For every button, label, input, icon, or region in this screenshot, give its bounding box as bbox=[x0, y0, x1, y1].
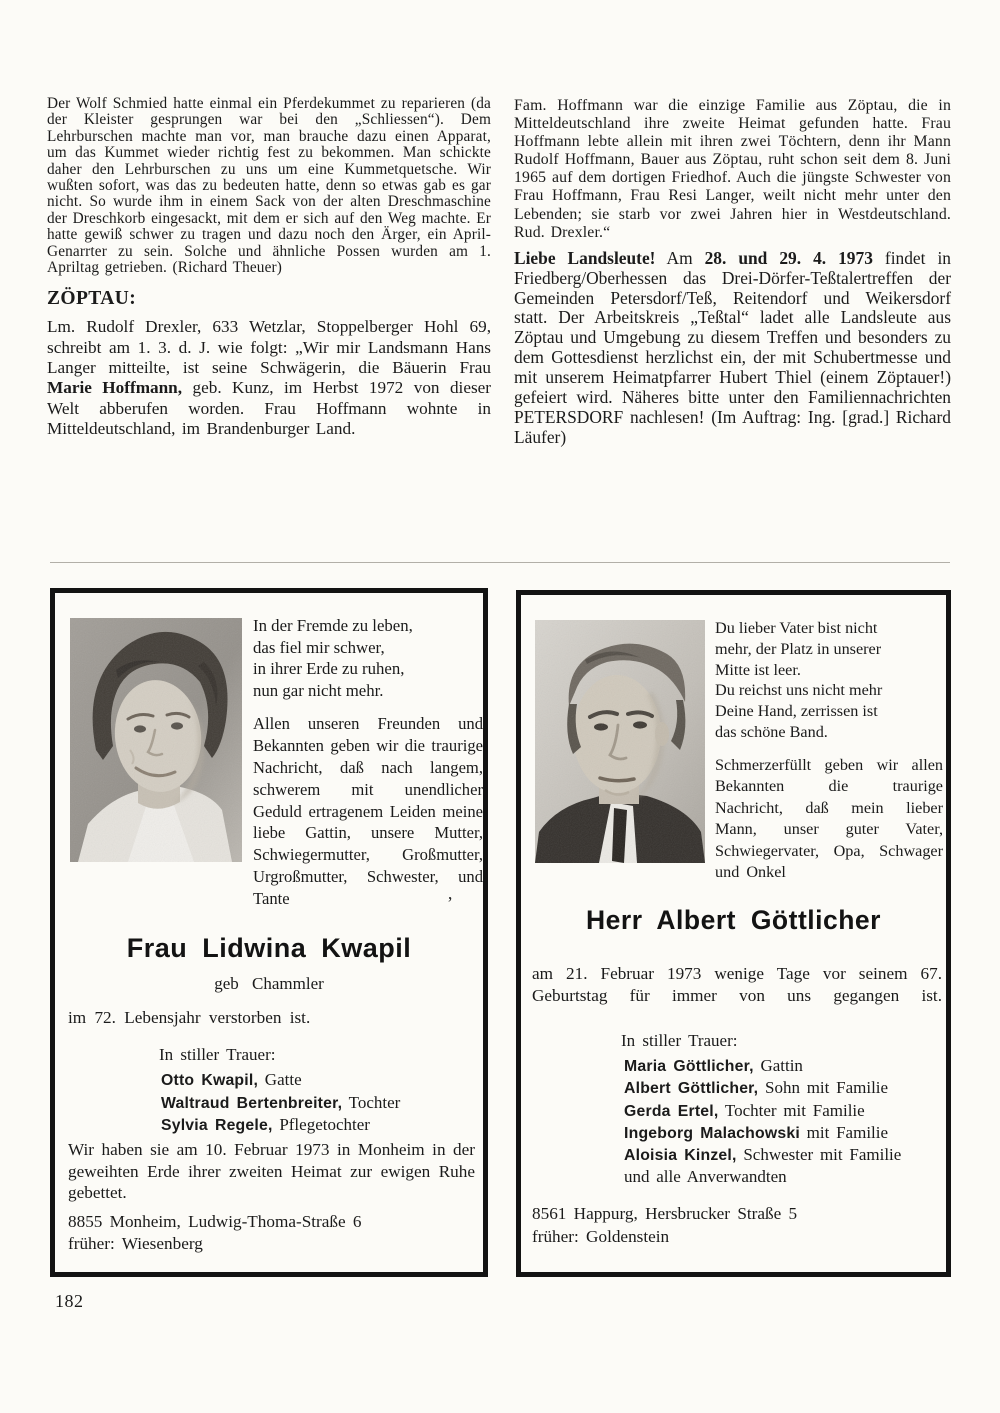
mourner-name: Aloisia Kinzel, bbox=[624, 1147, 737, 1165]
mourner-name: Maria Göttlicher, bbox=[624, 1058, 754, 1075]
mourner-role: Gattin bbox=[760, 1056, 803, 1075]
person-name-emphasis: Marie Hoffmann, bbox=[47, 378, 183, 398]
section-heading-zoptau: ZÖPTAU: bbox=[47, 288, 137, 310]
mourner-row bbox=[161, 1069, 400, 1092]
mourner-row bbox=[624, 1122, 901, 1144]
article-paragraph-drexler bbox=[47, 317, 491, 439]
poem-line: Deine Hand, zerrissen ist bbox=[715, 702, 878, 721]
page-number: 182 bbox=[55, 1291, 84, 1311]
poem-line: Du reichst uns nicht mehr bbox=[715, 681, 883, 700]
death-announcement-text: Schmerzerfüllt geben wir allen Bekannten die traurige Nachricht, daß mein lieber Mann, unser guter Vater, Schwiegervater, Opa, Schwager und Onkel bbox=[715, 755, 943, 882]
article-column-left bbox=[47, 96, 491, 439]
mourner-name: Waltraud Bertenbreiter, bbox=[161, 1094, 343, 1112]
mourner-row bbox=[624, 1055, 901, 1077]
mourner-row bbox=[161, 1092, 400, 1115]
mourner-role: Schwester mit Familie bbox=[743, 1145, 902, 1165]
death-announcement-text: Allen unseren Freunden und Bekannten geben wir die traurige Nachricht, daß nach langem, schwerem mit unendlicher Geduld ertragenem Leiden meine liebe Gattin, unsere Mutter, Schwiegermutter, Großmutter, Urgroßmutter, Schwester, und Tante bbox=[253, 714, 483, 908]
poem-line: das schöne Band. bbox=[715, 722, 828, 741]
poem-line: Mitte ist leer. bbox=[715, 660, 801, 679]
address-line: 8561 Happurg, Hersbrucker Straße 5 bbox=[532, 1204, 798, 1223]
print-artifact-mark: ’ bbox=[447, 893, 453, 913]
deceased-name: Frau Lidwina Kwapil bbox=[126, 933, 412, 963]
poem-line: mehr, der Platz in unserer bbox=[715, 639, 882, 658]
mourner-row bbox=[624, 1077, 901, 1099]
mourner-role: Tochter mit Familie bbox=[724, 1100, 865, 1120]
former-residence-line: früher: Goldenstein bbox=[532, 1227, 670, 1246]
mourner-row bbox=[624, 1166, 901, 1188]
obituary-box-goettlicher bbox=[516, 590, 951, 1277]
poem-line: Du lieber Vater bist nicht bbox=[715, 619, 878, 637]
poem-line: das fiel mir schwer, bbox=[253, 637, 385, 657]
nee-line: geb Chammler bbox=[214, 974, 324, 993]
text-run: geb. Kunz, im Herbst 1972 von dieser Welt abberufen worden. Frau Hoffmann wohnte in Mitteldeutschland, im Brandenburger Land. bbox=[47, 378, 491, 438]
notice-text-column bbox=[253, 615, 483, 910]
mourners-list bbox=[624, 1055, 901, 1189]
mourners-list bbox=[161, 1069, 400, 1137]
memorial-poem bbox=[715, 618, 943, 743]
age-line: im 72. Lebensjahr verstorben ist. bbox=[68, 1008, 311, 1027]
date-emphasis: 28. und 29. 4. 1973 bbox=[704, 247, 873, 268]
mourner-role: Pflegetochter bbox=[279, 1115, 370, 1134]
obituary-box-kwapil bbox=[50, 588, 488, 1277]
poem-line: In der Fremde zu leben, bbox=[253, 616, 413, 635]
poem-line: nun gar nicht mehr. bbox=[253, 680, 384, 700]
text-run: findet in Friedberg/Oberhessen das Drei-Dörfer-Teßtalertreffen der Gemeinden Petersdorf/Teß, Reitendorf und Weikersdorf statt. Der Arbeitskreis „Teßtal“ ladet alle Landsleute aus Zöptau und Umgebung zu diesem Treffen und besonders zu dem Gottesdienst herzlichst ein, der mit Schubertmesse und mit unserem Heimatpfarrer Hubert Thiel (einem Zöptauer!) gefeiert wird. Näheres bitte unter den Familiennachrichten PETERSDORF nachlesen! (Im Auftrag: Ing. [grad.] Richard Läufer) bbox=[514, 247, 951, 447]
mourner-role: Sohn mit Familie bbox=[765, 1078, 889, 1098]
mourner-name: Albert Göttlicher, bbox=[624, 1080, 759, 1098]
death-date-line: am 21. Februar 1973 wenige Tage vor seinem 67. Geburtstag für immer von uns gegangen ist. bbox=[532, 964, 942, 1006]
mourner-role: und alle Anverwandten bbox=[624, 1167, 787, 1187]
article-paragraph-wolf-schmied: Der Wolf Schmied hatte einmal ein Pferdekummet zu reparieren (da der Kleister gesprungen war bei den „Schliessen“). Dem Lehrburschen machte man vor, man brauche dazu einen Apparat, um das Kummet wieder richtig fest zu bekommen. Man schickte daher den Lehrburschen zu uns um eine Kummetquetsche. Wir wußten sofort, was das zu bedeuten hatte, denn so etwas gab es gar nicht. So wurde ihm in einem Sack von der alten Dreschmaschine der Dreschkorb eingesackt, mit dem er sich auf den Weg machte. Er hatte gewiß schwer zu tragen und dazu noch den Ärger, ein April-Genarrter zu sein. Solche und ähnliche Possen wurden am 1. Apriltag getrieben. (Richard Theuer) bbox=[47, 95, 491, 277]
article-column-right bbox=[514, 97, 951, 448]
mourner-role: Tochter bbox=[348, 1092, 401, 1112]
deceased-name: Herr Albert Göttlicher bbox=[586, 905, 881, 935]
portrait-photo-man bbox=[535, 620, 705, 863]
memorial-poem bbox=[253, 615, 483, 701]
mourner-row bbox=[624, 1144, 901, 1166]
notice-text-column bbox=[715, 618, 943, 884]
lead-emphasis: Liebe Landsleute! bbox=[514, 247, 656, 268]
text-run: Am bbox=[655, 247, 705, 268]
text-run: Lm. Rudolf Drexler, 633 Wetzlar, Stoppelberger Hohl 69, schreibt am 1. 3. d. J. wie folgt: „Wir mir Landsmann Hans Langer mitteilte, ist seine Schwägerin, die Bäuerin Frau bbox=[47, 317, 491, 378]
burial-text: Wir haben sie am 10. Februar 1973 in Monheim in der geweihten Erde ihrer zweiten Heimat zur ewigen Ruhe gebettet. bbox=[68, 1140, 475, 1203]
mourning-label: In stiller Trauer: bbox=[159, 1045, 276, 1064]
mourner-role: Gatte bbox=[264, 1070, 302, 1089]
article-paragraph-landsleute bbox=[514, 249, 951, 448]
mourner-role: mit Familie bbox=[806, 1122, 889, 1142]
mourner-name: Gerda Ertel, bbox=[624, 1102, 719, 1120]
article-paragraph-hoffmann: Fam. Hoffmann war die einzige Familie aus Zöptau, die in Mitteldeutschland ihre zweite Heimat gefunden hatte. Frau Hoffmann lebte allein mit ihren zwei Töchtern, denn ihr Mann Rudolf Hoffmann, Bauer aus Zöptau, ruht schon seit dem 8. Juni 1965 auf dem dortigen Friedhof. Auch die jüngste Schwester von Frau Hoffmann, Frau Resi Langer, weilt nicht mehr unter den Lebenden; sie starb vor zwei Jahren hier in Westdeutschland. Rud. Drexler.“ bbox=[514, 97, 951, 241]
section-divider bbox=[50, 562, 950, 563]
mourner-row bbox=[624, 1100, 901, 1122]
poem-line: in ihrer Erde zu ruhen, bbox=[253, 659, 405, 679]
address-line: 8855 Monheim, Ludwig-Thoma-Straße 6 bbox=[68, 1212, 362, 1231]
mourning-label: In stiller Trauer: bbox=[621, 1031, 738, 1050]
former-residence-line: früher: Wiesenberg bbox=[68, 1234, 203, 1253]
portrait-photo-woman bbox=[70, 618, 242, 862]
mourner-name: Otto Kwapil, bbox=[161, 1072, 259, 1089]
mourner-name: Ingeborg Malachowski bbox=[624, 1124, 800, 1142]
mourner-row bbox=[161, 1114, 400, 1137]
mourner-name: Sylvia Regele, bbox=[161, 1117, 273, 1134]
